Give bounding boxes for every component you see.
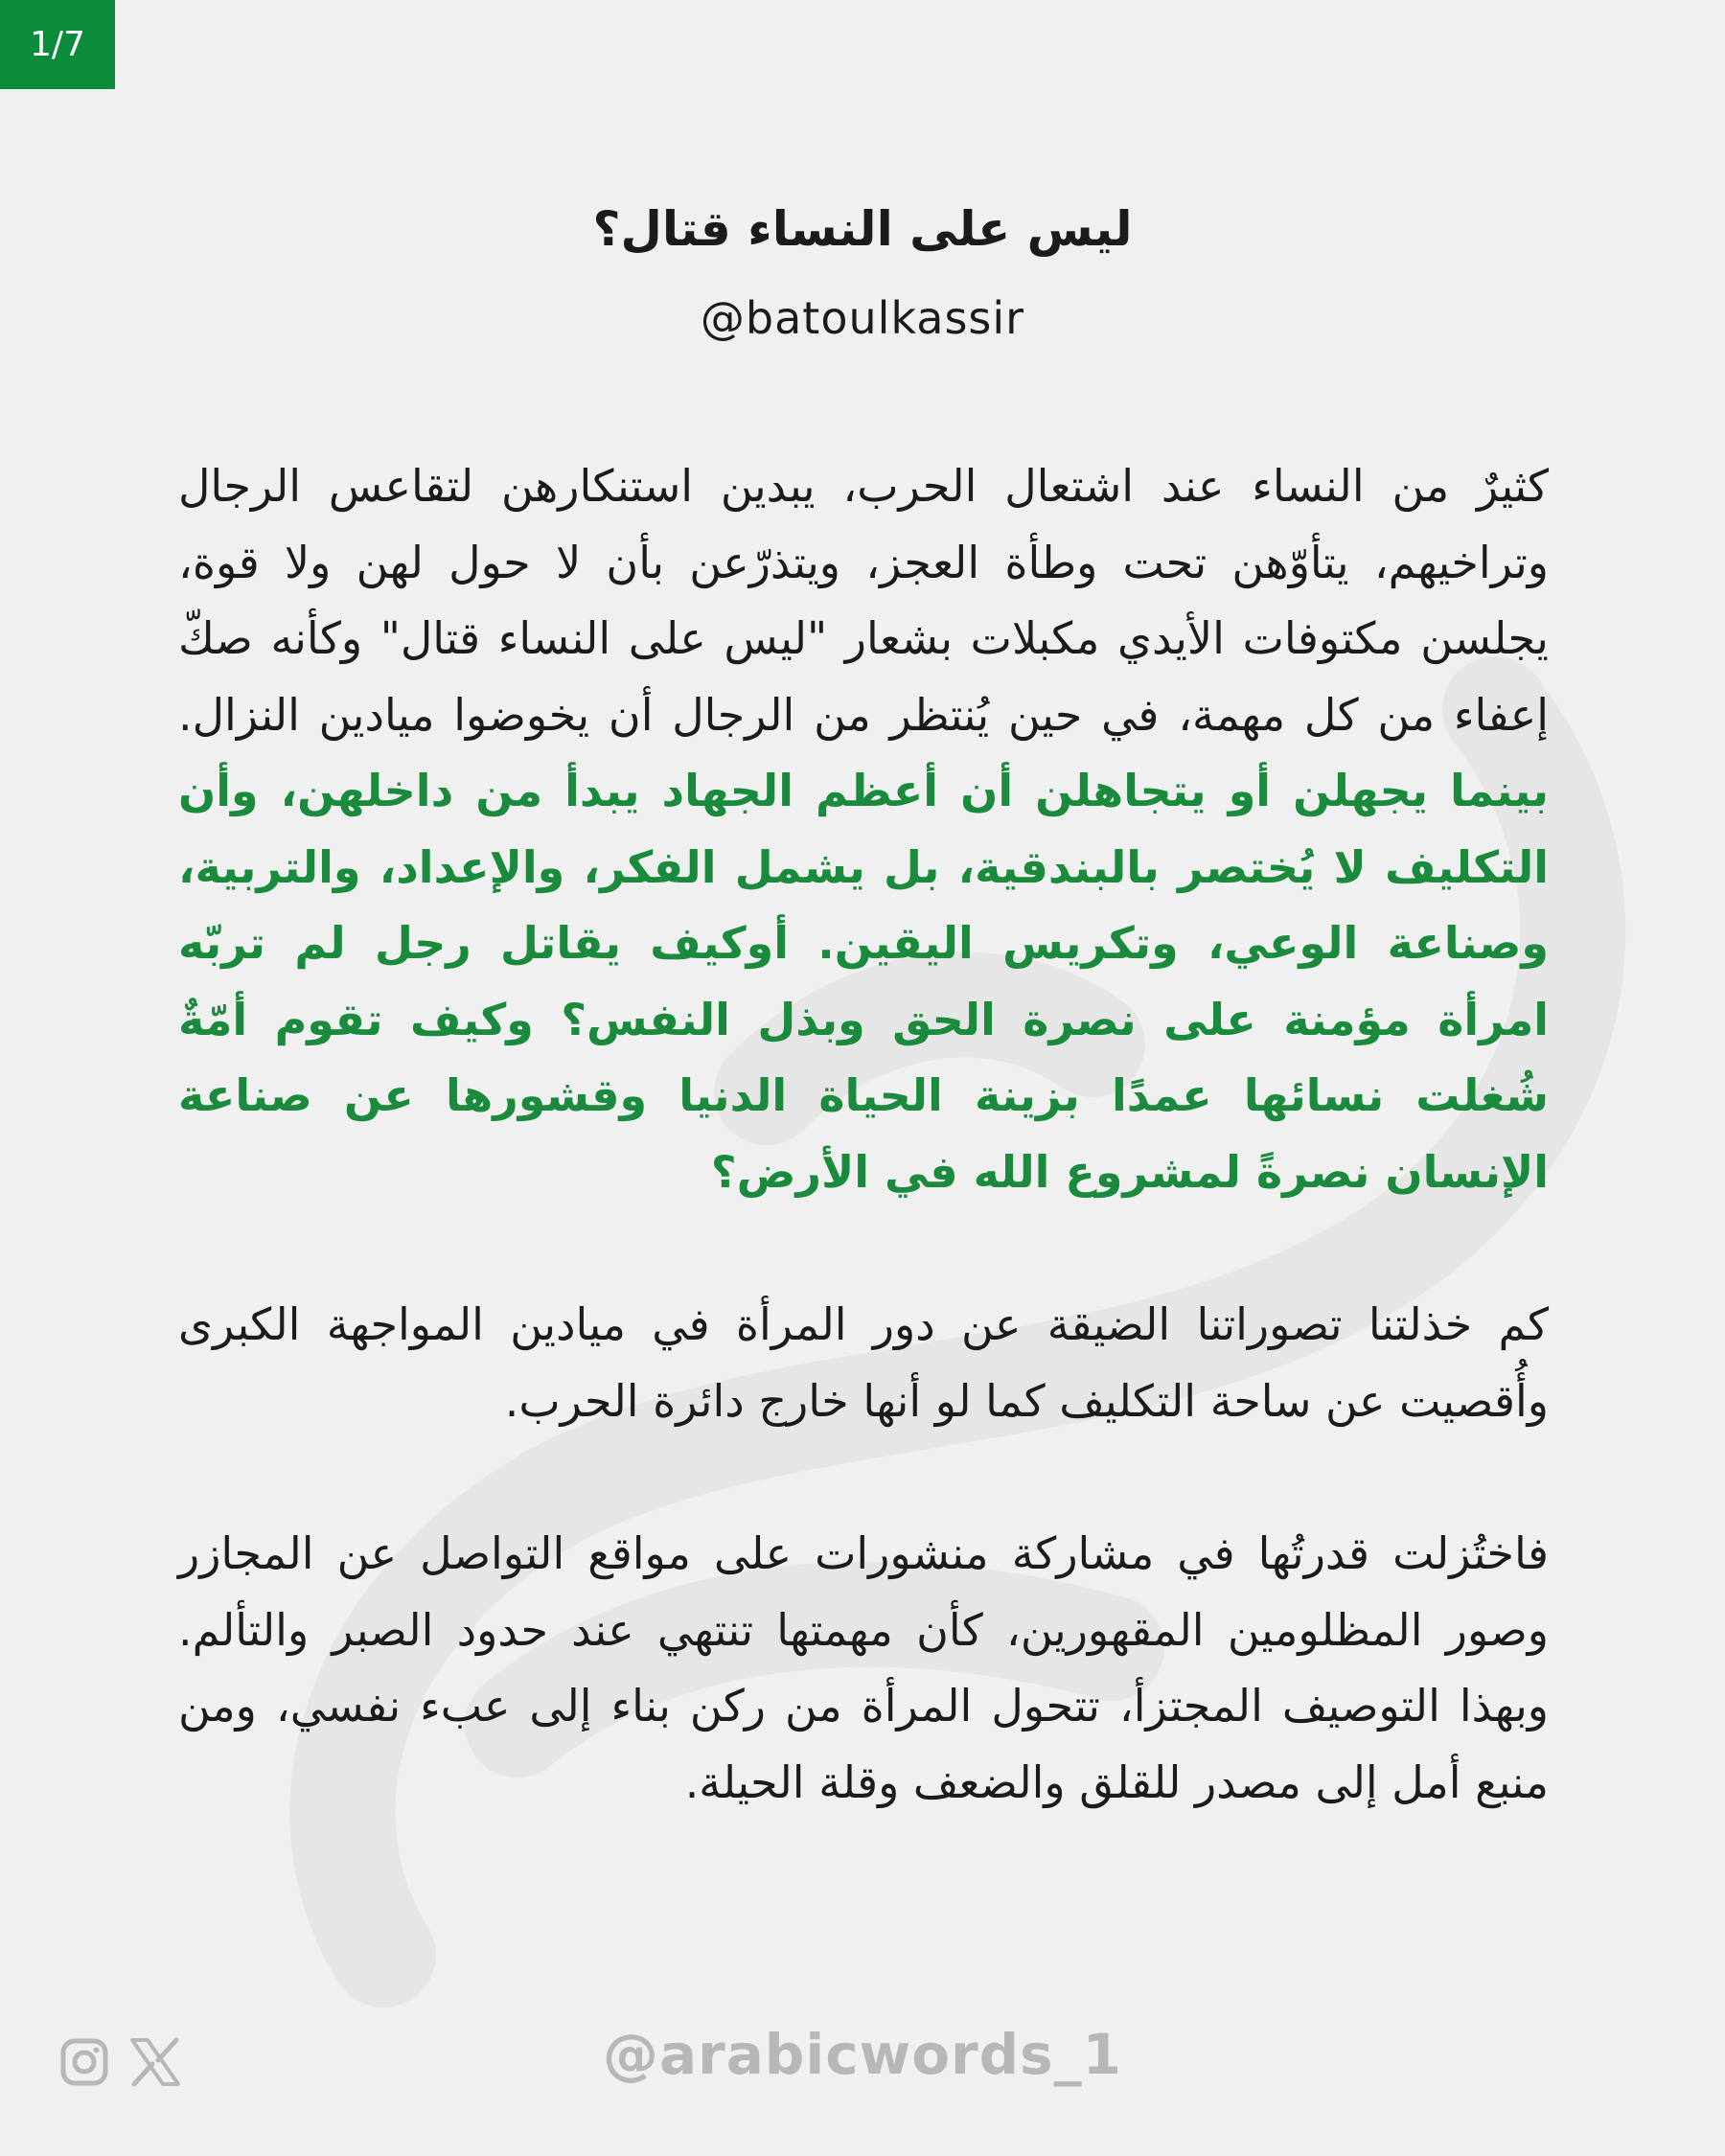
paragraph-2: كم خذلتنا تصوراتنا الضيقة عن دور المرأة في ميادين المواجهة الكبرى وأُقصيت عن ساحة التكليف كما لو أنها خارج دائرة الحرب. (178, 1298, 1549, 1427)
footer-handle: @arabicwords_1 (602, 2022, 1123, 2087)
page-indicator-badge: 1/7 (0, 0, 115, 89)
post-title: ليس على النساء قتال؟ (592, 201, 1133, 257)
author-handle: @batoulkassir (700, 292, 1025, 344)
article-body (178, 448, 1549, 1897)
paragraph-1-text: كثيرٌ من النساء عند اشتعال الحرب، يبدين استنكارهن لتقاعس الرجال وتراخيهم، يتأوّهن تحت وطأة العجز، ويتذرّعن بأن لا حول لهن ولا قوة، يجلسن مكتوفات الأيدي مكبلات بشعار "ليس على النساء قتال" وكأنه صكّ إعفاء من كل مهمة، في حين يُنتظر من الرجال أن يخوضوا ميادين النزال. (178, 460, 1549, 741)
paragraph-1 (178, 448, 1549, 1210)
paragraph-3: فاختُزلت قدرتُها في مشاركة منشورات على مواقع التواصل عن المجازر وصور المظلومين المقهورين، كأن مهمتها تنتهي عند حدود الصبر والتألم. وبهذا التوصيف المجتزأ، تتحول المرأة من ركن بناء إلى عبء نفسي، ومن منبع أمل إلى مصدر للقلق والضعف وقلة الحيلة. (178, 1527, 1549, 1808)
paragraph-1-highlight: بينما يجهلن أو يتجاهلن أن أعظم الجهاد يبدأ من داخلهن، وأن التكليف لا يُختصر بالبندقية، بل يشمل الفكر، والإعداد، والتربية، وصناعة الوعي، وتكريس اليقين. أوكيف يقاتل رجل لم تربّه امرأة مؤمنة على نصرة الحق وبذل النفس؟ وكيف تقوم أمّةٌ شُغلت نسائها عمدًا بزينة الحياة الدنيا وقشورها عن صناعة الإنسان نصرةً لمشروع الله في الأرض؟ (178, 765, 1549, 1198)
